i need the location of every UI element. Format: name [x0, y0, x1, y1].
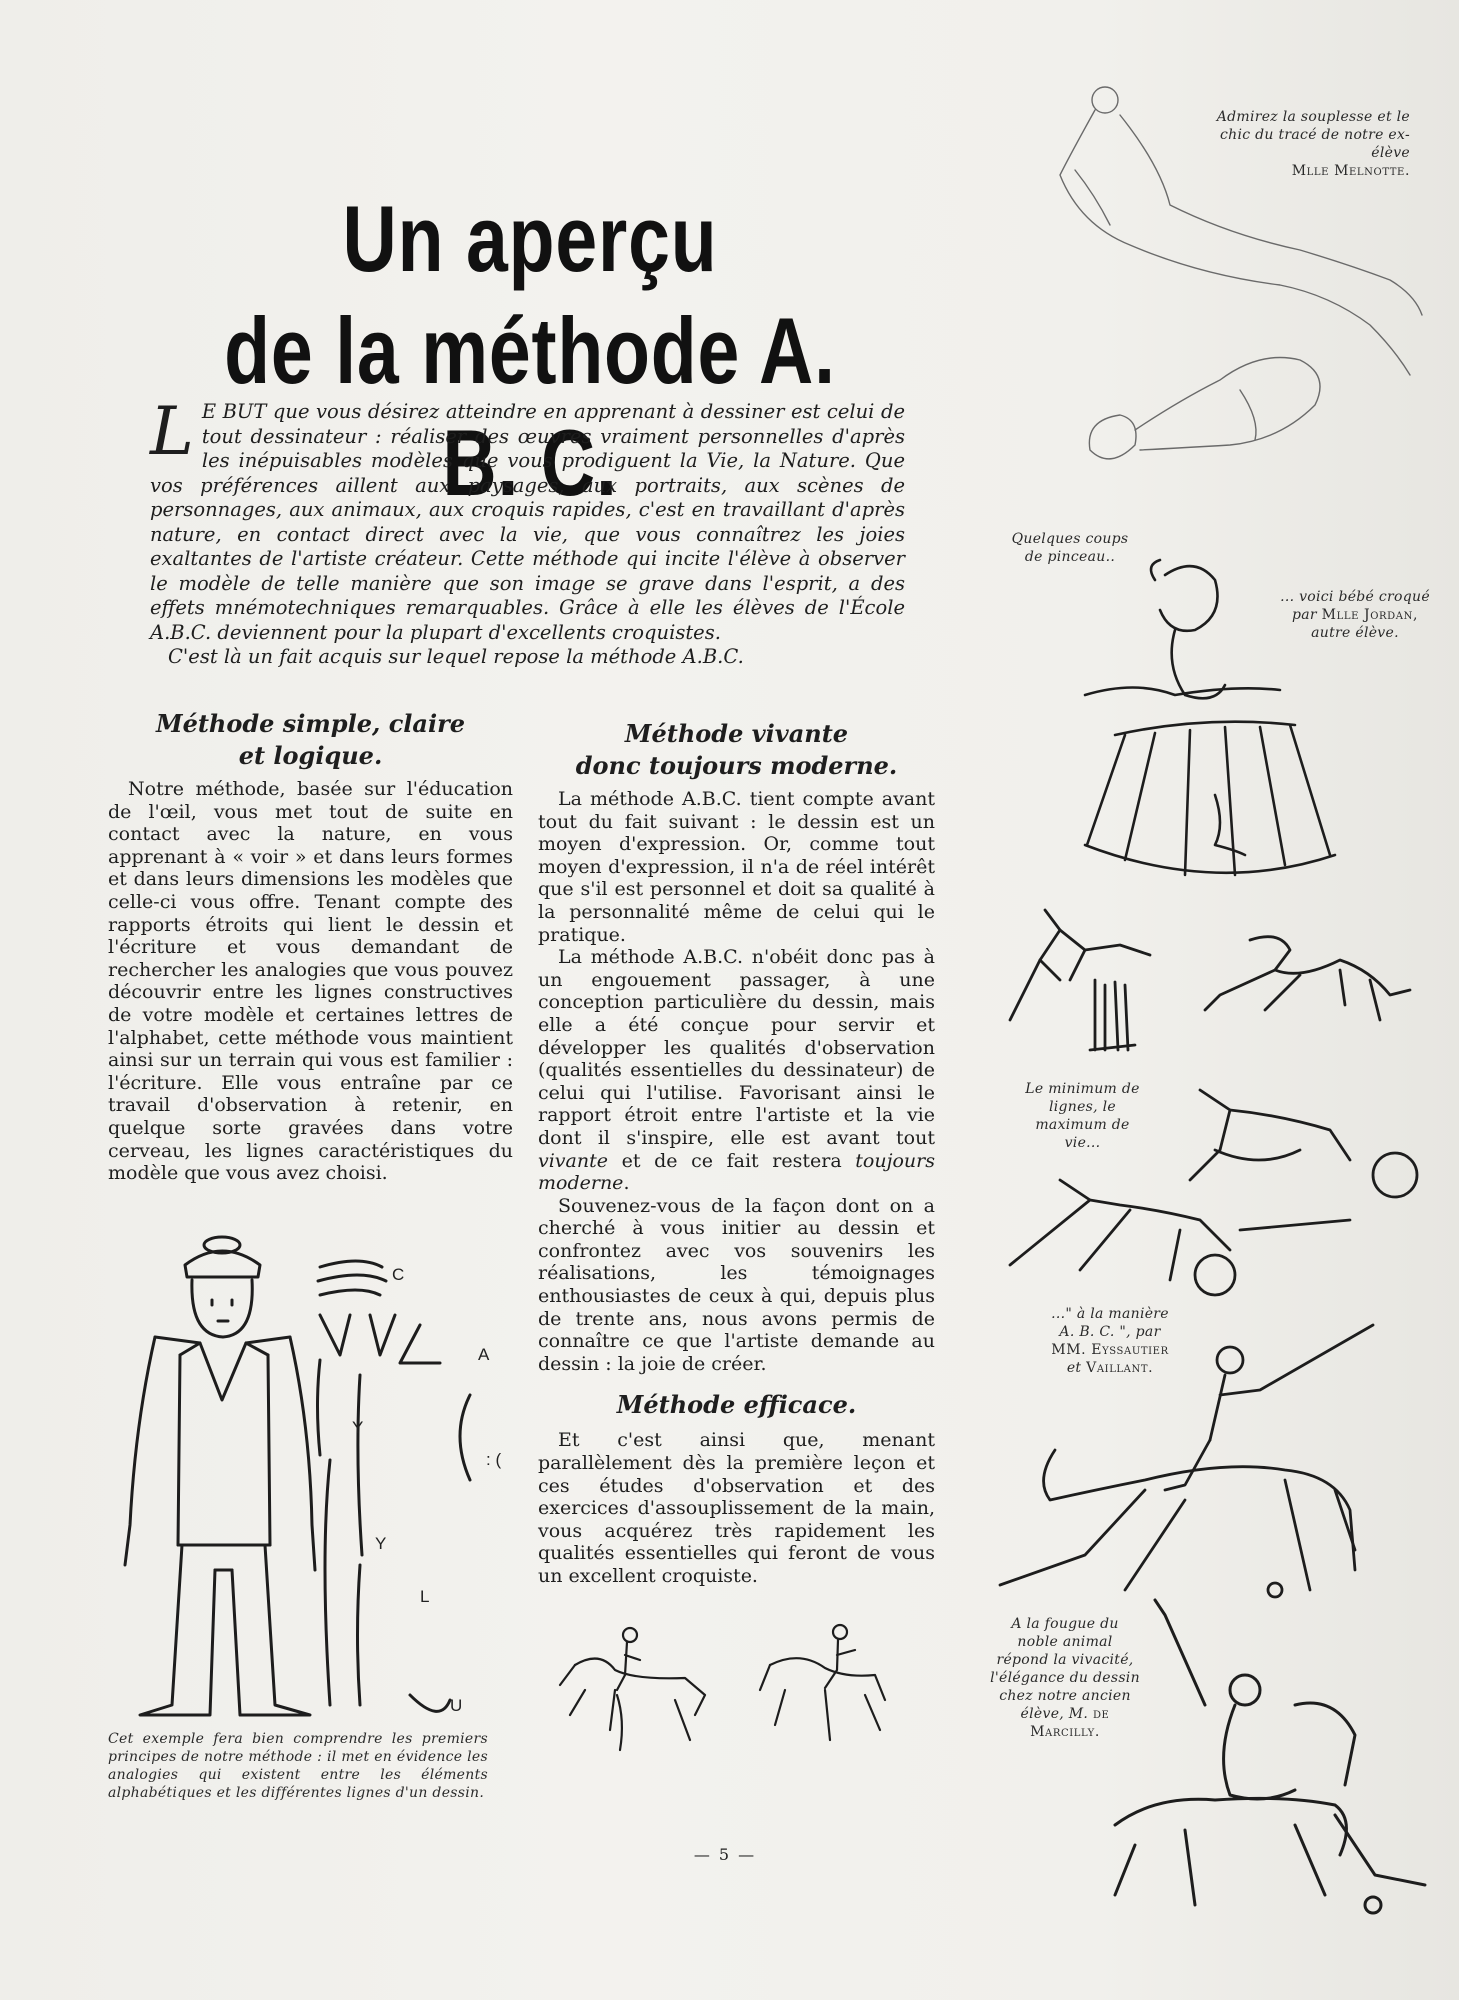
- name-melnotte: Mlle Melnotte.: [1291, 163, 1410, 179]
- column-left: [108, 708, 513, 1185]
- caption-eyssautier: ..." à la manière A. B. C. ", par MM. Eyssautier et Vaillant.: [1051, 1306, 1169, 1376]
- title-line-2: de la méthode A. B. C.: [224, 297, 836, 515]
- caption-sailor: Cet exemple fera bien comprendre les premiers principes de notre méthode : il met en évidence les analogies qui existent entre les éléments alphabétiques et les différentes lignes d'un dessin.: [108, 1731, 488, 1801]
- emphasis-moderne: toujours moderne: [538, 1149, 935, 1195]
- polo-player-sketch: [995, 1320, 1415, 1620]
- horses-sketch-1: [1000, 900, 1420, 1070]
- caption-marcilly: A la fougue du noble animal répond la vivacité, l'élégance du dessin chez notre ancien élève, M. de Marcilly.: [990, 1616, 1140, 1740]
- caption-jordan: ... voici bébé croqué par Mlle Jordan, autre élève.: [1280, 589, 1430, 641]
- section-heading-vivante: Méthode vivante donc toujours moderne.: [575, 719, 898, 780]
- polo-charge-sketch: [1095, 1595, 1435, 1915]
- intro-paragraph: [150, 393, 905, 670]
- section-heading-efficace: Méthode efficace.: [616, 1390, 857, 1420]
- sailor-drawing: [100, 1225, 330, 1725]
- intro-text-2: C'est là un fait acquis sur lequel repose la méthode A.B.C.: [168, 645, 744, 668]
- construction-diagram: [300, 1255, 520, 1725]
- intro-text: E BUT que vous désirez atteindre en apprenant à dessiner est celui de tout dessinateur : réaliser des œuvres vraiment personnelles d'après les inépuisables modèles que vous prodiguent la Vie, la Nature. Que vos préférences aillent aux paysages, aux portraits, aux scènes de personnages, aux animaux, aux croquis rapides, c'est en travaillant d'après nature, en contact direct avec la vie, que vous connaîtrez les joies exaltantes de l'artiste créateur. Cette méthode qui incite l'élève à observer le modèle de telle manière que son image se grave dans l'esprit, a des effets mnémotechniques remarquables. Grâce à elle les élèves de l'École A.B.C. deviennent pour la plupart d'excellents croquistes.: [150, 400, 905, 644]
- caption-pinceau: Quelques coups de pinceau..: [1011, 531, 1129, 565]
- name-marcilly: de Marcilly.: [1030, 1706, 1110, 1740]
- polo-riders-sketch: [555, 1620, 895, 1770]
- letter-y-2: Y: [375, 1534, 387, 1553]
- letter-c-top: C: [392, 1265, 405, 1284]
- letter-a: A: [478, 1345, 490, 1364]
- lying-figure-sketch: [1080, 320, 1340, 490]
- emphasis-vivante: vivante: [538, 1149, 608, 1172]
- name-jordan: Mlle Jordan,: [1321, 607, 1419, 623]
- title-line-1: Un aperçu: [342, 185, 718, 291]
- name-vaillant: Vaillant.: [1086, 1360, 1154, 1376]
- section-body-efficace: Et c'est ainsi que, menant parallèlement dès la première leçon et ces études d'observation et des exercices d'assouplissement de la main, vous acquérez très rapidement les qualités essentielles qui feront de vous un excellent croquiste.: [538, 1429, 935, 1587]
- section-body-vivante-2: La méthode A.B.C. n'obéit donc pas à un engouement passager, à une conception particulière du dessin, mais elle a été conçue pour servir et développer les qualités d'observation (qualités essentielles du dessinateur) de celui qui l'utilise. Favorisant ainsi le rapport étroit entre l'artiste et la vie dont il s'inspire, elle est avant tout vivante et de ce fait restera toujours moderne.: [538, 946, 935, 1195]
- name-eyssautier: MM. Eyssautier: [1051, 1342, 1169, 1358]
- caption-melnotte: Admirez la souplesse et le chic du tracé de notre ex-élève Mlle Melnotte.: [1216, 109, 1410, 179]
- drop-cap: L: [150, 393, 194, 470]
- caption-minimum: Le minimum de lignes, le maximum de vie...: [1025, 1081, 1140, 1151]
- column-middle: [538, 718, 935, 1588]
- section-body-vivante-1: La méthode A.B.C. tient compte avant tout du fait suivant : le dessin est un moyen d'expression. Or, comme tout moyen d'expression, il n'a de réel intérêt que s'il est personnel et doit sa qualité à la personnalité même de celui qui le pratique.: [538, 788, 935, 946]
- section-heading-simple: Méthode simple, claire et logique.: [156, 709, 465, 770]
- section-body-simple: Notre méthode, basée sur l'éducation de l'œil, vous met tout de suite en contact avec la nature, en vous apprenant à « voir » et dans leurs formes et dans leurs dimensions les modèles que celle-ci vous offre. Tenant compte des rapports étroits qui lient le dessin et l'écriture et vous demandant de rechercher les analogies que vous pouvez découvrir entre les lignes constructives de votre modèle et certaines lettres de l'alphabet, cette méthode vous maintient ainsi sur un terrain qui vous est familier : l'écriture. Elle vous entraîne par ce travail d'observation à retenir, en quelque sorte gravées dans votre cerveau, les lignes caractéristiques du modèle que vous avez choisi.: [108, 778, 513, 1185]
- page-number: — 5 —: [693, 1845, 757, 1864]
- section-body-vivante-3: Souvenez-vous de la façon dont on a cherché à vous initier au dessin et confrontez avec vos souvenirs les réalisations, les témoignages enthousiastes de ceux à qui, depuis plus de trente ans, nous avons permis de connaître ce que l'artiste demande au dessin : la joie de créer.: [538, 1194, 935, 1375]
- letter-y-1: Y: [352, 1418, 364, 1437]
- horse-cart-sketch: [1000, 1070, 1420, 1320]
- letter-u: U: [450, 1696, 463, 1715]
- letter-l: L: [420, 1587, 430, 1606]
- letter-c-side: : (: [486, 1450, 502, 1469]
